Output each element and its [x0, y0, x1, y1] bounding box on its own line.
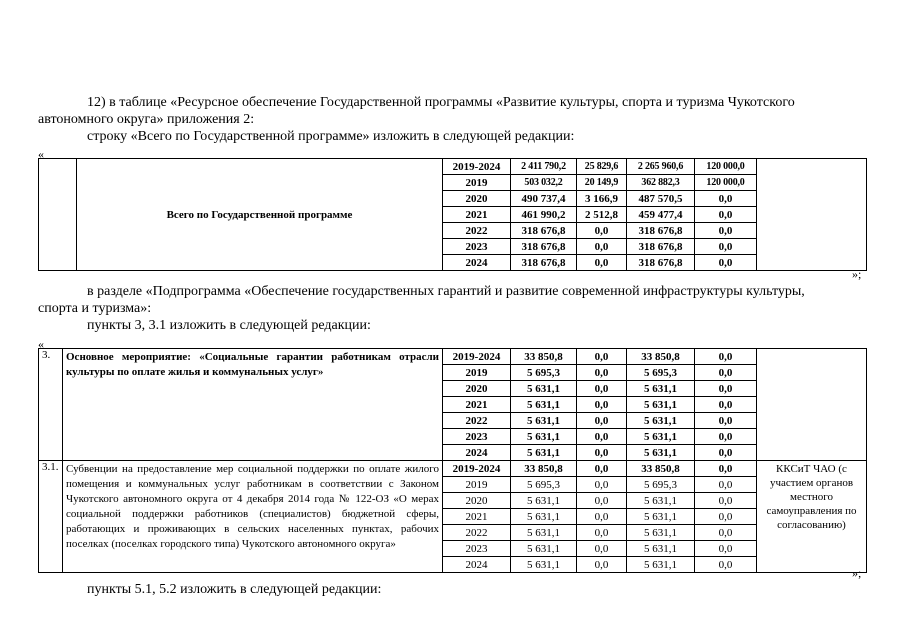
value-cell: 5 631,1	[511, 381, 577, 397]
value-cell: 5 631,1	[511, 413, 577, 429]
value-cell: 25 829,6	[577, 159, 627, 175]
item-name-cell: Основное мероприятие: «Социальные гарантии работникам отрасли культуры по оплате жилья и коммунальных услуг»	[63, 349, 443, 461]
value-cell: 0,0	[695, 525, 757, 541]
value-cell: 318 676,8	[511, 255, 577, 271]
value-cell: 0,0	[695, 541, 757, 557]
close-quote-1: »;	[852, 267, 862, 281]
value-cell: 0,0	[577, 349, 627, 365]
value-cell: 0,0	[577, 541, 627, 557]
value-cell: 0,0	[695, 557, 757, 573]
value-cell: 5 631,1	[627, 541, 695, 557]
item-number-cell: 3.	[39, 349, 63, 461]
value-cell: 503 032,2	[511, 175, 577, 191]
value-cell: 5 631,1	[511, 509, 577, 525]
value-cell: 5 631,1	[511, 525, 577, 541]
value-cell: 5 631,1	[627, 413, 695, 429]
value-cell: 5 695,3	[511, 365, 577, 381]
value-cell: 318 676,8	[627, 255, 695, 271]
close-quote-2: »;	[852, 566, 862, 580]
paragraph-section-line1: в разделе «Подпрограмма «Обеспечение государственных гарантий и развитие современной инфраструктуры культуры,	[87, 284, 805, 299]
value-cell: 459 477,4	[627, 207, 695, 223]
value-cell: 0,0	[577, 461, 627, 477]
value-cell: 461 990,2	[511, 207, 577, 223]
value-cell: 2 411 790,2	[511, 159, 577, 175]
value-cell: 0,0	[577, 509, 627, 525]
period-cell: 2021	[443, 397, 511, 413]
period-cell: 2020	[443, 493, 511, 509]
executor-cell	[757, 159, 867, 271]
period-cell: 2019	[443, 477, 511, 493]
value-cell: 0,0	[695, 365, 757, 381]
value-cell: 0,0	[577, 223, 627, 239]
value-cell: 0,0	[695, 397, 757, 413]
value-cell: 0,0	[695, 239, 757, 255]
paragraph-items-3: пункты 3, 3.1 изложить в следующей редакции:	[87, 318, 371, 333]
period-cell: 2019-2024	[443, 461, 511, 477]
value-cell: 5 631,1	[627, 557, 695, 573]
value-cell: 33 850,8	[627, 461, 695, 477]
executor-cell	[757, 349, 867, 461]
paragraph-total-row: строку «Всего по Государственной программе» изложить в следующей редакции:	[87, 129, 575, 144]
paragraph-12-line2: автономного округа» приложения 2:	[38, 112, 255, 127]
executor-cell: ККСиТ ЧАО (с участием органов местного самоуправления по согласованию)	[757, 461, 867, 573]
value-cell: 0,0	[695, 477, 757, 493]
value-cell: 0,0	[577, 397, 627, 413]
value-cell: 0,0	[577, 445, 627, 461]
value-cell: 0,0	[695, 255, 757, 271]
value-cell: 5 631,1	[627, 445, 695, 461]
table-row	[39, 461, 867, 477]
period-cell: 2021	[443, 207, 511, 223]
value-cell: 3 166,9	[577, 191, 627, 207]
period-cell: 2019-2024	[443, 349, 511, 365]
period-cell: 2021	[443, 509, 511, 525]
value-cell: 0,0	[577, 429, 627, 445]
period-cell: 2019	[443, 365, 511, 381]
value-cell: 0,0	[577, 493, 627, 509]
value-cell: 5 631,1	[511, 557, 577, 573]
period-cell: 2022	[443, 525, 511, 541]
value-cell: 5 631,1	[627, 509, 695, 525]
period-cell: 2020	[443, 191, 511, 207]
total-resources-table	[38, 158, 867, 271]
value-cell: 2 265 960,6	[627, 159, 695, 175]
item-name-cell: Субвенции на предоставление мер социальной поддержки по оплате жилого помещения и коммунальных услуг работникам в соответствии с Законом Чукотского автономного округа от 4 декабря 2014 года № 122-ОЗ «О мерах социальной поддержки работников (специалистов) бюджетной сферы, работающих и проживающих в сельских населенных пунктах, рабочих поселках (поселках городского типа) Чукотского автономного округа»	[63, 461, 443, 573]
value-cell: 33 850,8	[627, 349, 695, 365]
paragraph-12-line1: 12) в таблице «Ресурсное обеспечение Государственной программы «Развитие культуры, спорта и туризма Чукотского	[87, 95, 795, 110]
open-quote-1: «	[38, 147, 44, 161]
value-cell: 5 631,1	[511, 493, 577, 509]
period-cell: 2020	[443, 381, 511, 397]
paragraph-items-5: пункты 5.1, 5.2 изложить в следующей редакции:	[87, 582, 382, 597]
value-cell: 318 676,8	[627, 239, 695, 255]
value-cell: 0,0	[695, 381, 757, 397]
value-cell: 0,0	[695, 413, 757, 429]
value-cell: 0,0	[577, 255, 627, 271]
value-cell: 0,0	[695, 493, 757, 509]
value-cell: 0,0	[695, 445, 757, 461]
period-cell: 2019	[443, 175, 511, 191]
value-cell: 0,0	[695, 461, 757, 477]
period-cell: 2024	[443, 557, 511, 573]
period-cell: 2023	[443, 239, 511, 255]
value-cell: 0,0	[577, 381, 627, 397]
row-name-cell: Всего по Государственной программе	[77, 159, 443, 271]
value-cell: 0,0	[577, 365, 627, 381]
value-cell: 5 695,3	[627, 477, 695, 493]
value-cell: 5 695,3	[627, 365, 695, 381]
value-cell: 318 676,8	[511, 239, 577, 255]
value-cell: 0,0	[695, 509, 757, 525]
value-cell: 318 676,8	[511, 223, 577, 239]
value-cell: 0,0	[695, 191, 757, 207]
value-cell: 5 631,1	[627, 493, 695, 509]
value-cell: 362 882,3	[627, 175, 695, 191]
value-cell: 5 631,1	[511, 541, 577, 557]
value-cell: 2 512,8	[577, 207, 627, 223]
subprogram-table	[38, 348, 867, 573]
value-cell: 5 695,3	[511, 477, 577, 493]
table-row	[39, 159, 867, 175]
open-quote-2: «	[38, 337, 44, 351]
value-cell: 33 850,8	[511, 461, 577, 477]
value-cell: 0,0	[577, 413, 627, 429]
paragraph-section-line2: спорта и туризма»:	[38, 301, 152, 316]
period-cell: 2023	[443, 541, 511, 557]
period-cell: 2019-2024	[443, 159, 511, 175]
value-cell: 490 737,4	[511, 191, 577, 207]
period-cell: 2024	[443, 445, 511, 461]
value-cell: 0,0	[695, 349, 757, 365]
value-cell: 0,0	[577, 557, 627, 573]
value-cell: 5 631,1	[511, 445, 577, 461]
value-cell: 0,0	[577, 239, 627, 255]
period-cell: 2024	[443, 255, 511, 271]
value-cell: 5 631,1	[511, 397, 577, 413]
value-cell: 120 000,0	[695, 175, 757, 191]
value-cell: 0,0	[577, 477, 627, 493]
value-cell: 5 631,1	[627, 397, 695, 413]
value-cell: 5 631,1	[511, 429, 577, 445]
row-number-cell	[39, 159, 77, 271]
period-cell: 2022	[443, 413, 511, 429]
value-cell: 33 850,8	[511, 349, 577, 365]
value-cell: 5 631,1	[627, 525, 695, 541]
value-cell: 318 676,8	[627, 223, 695, 239]
value-cell: 0,0	[695, 429, 757, 445]
period-cell: 2022	[443, 223, 511, 239]
value-cell: 20 149,9	[577, 175, 627, 191]
table-row	[39, 349, 867, 365]
value-cell: 5 631,1	[627, 429, 695, 445]
item-number-cell: 3.1.	[39, 461, 63, 573]
value-cell: 0,0	[577, 525, 627, 541]
value-cell: 0,0	[695, 207, 757, 223]
value-cell: 487 570,5	[627, 191, 695, 207]
value-cell: 5 631,1	[627, 381, 695, 397]
period-cell: 2023	[443, 429, 511, 445]
value-cell: 0,0	[695, 223, 757, 239]
value-cell: 120 000,0	[695, 159, 757, 175]
